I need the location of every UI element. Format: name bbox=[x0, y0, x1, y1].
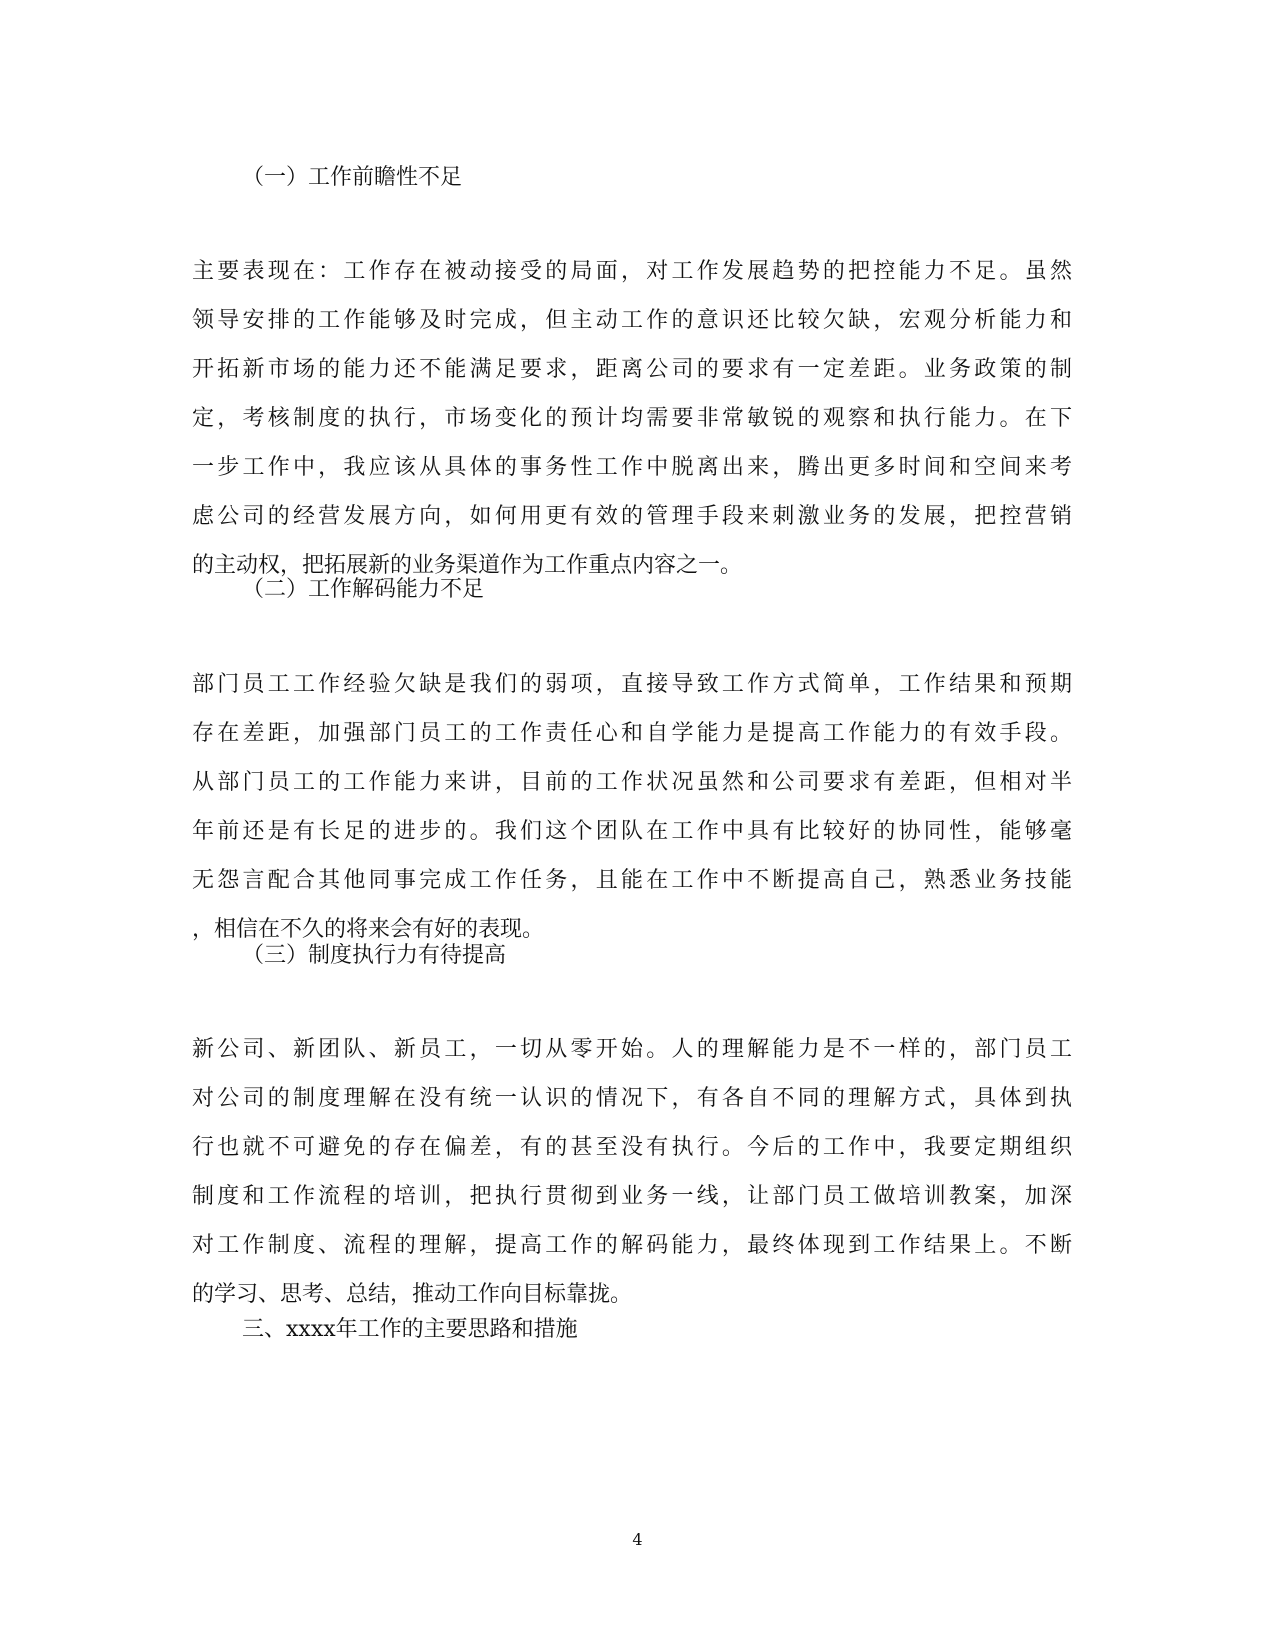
paragraph-line: 领导安排的工作能够及时完成，但主动工作的意识还比较欠缺，宏观分析能力和 bbox=[192, 308, 1072, 333]
section-heading-1: （一）工作前瞻性不足 bbox=[242, 165, 463, 190]
paragraph-line: 一步工作中，我应该从具体的事务性工作中脱离出来，腾出更多时间和空间来考 bbox=[192, 455, 1072, 480]
paragraph-line: 制度和工作流程的培训，把执行贯彻到业务一线，让部门员工做培训教案，加深 bbox=[192, 1184, 1072, 1209]
paragraph-line: ，相信在不久的将来会有好的表现。 bbox=[192, 917, 545, 942]
paragraph-line: 的学习、思考、总结，推动工作向目标靠拢。 bbox=[192, 1282, 633, 1307]
page-number: 4 bbox=[632, 1530, 643, 1549]
section-paragraph-3 bbox=[192, 1025, 1072, 1319]
paragraph-line: 行也就不可避免的存在偏差，有的甚至没有执行。今后的工作中，我要定期组织 bbox=[192, 1135, 1072, 1160]
section-paragraph-1 bbox=[192, 247, 1072, 590]
section-heading-2: （二）工作解码能力不足 bbox=[242, 577, 485, 602]
final-heading: 三、xxxx年工作的主要思路和措施 bbox=[242, 1317, 578, 1342]
paragraph-line: 定，考核制度的执行，市场变化的预计均需要非常敏锐的观察和执行能力。在下 bbox=[192, 406, 1072, 431]
section-paragraph-2 bbox=[192, 660, 1072, 954]
paragraph-line: 部门员工工作经验欠缺是我们的弱项，直接导致工作方式简单，工作结果和预期 bbox=[192, 672, 1072, 697]
section-heading-3: （三）制度执行力有待提高 bbox=[242, 943, 507, 968]
paragraph-line: 新公司、新团队、新员工，一切从零开始。人的理解能力是不一样的，部门员工 bbox=[192, 1037, 1072, 1062]
paragraph-line: 主要表现在：工作存在被动接受的局面，对工作发展趋势的把控能力不足。虽然 bbox=[192, 259, 1072, 284]
paragraph-line: 无怨言配合其他同事完成工作任务，且能在工作中不断提高自己，熟悉业务技能 bbox=[192, 868, 1072, 893]
paragraph-line: 的主动权，把拓展新的业务渠道作为工作重点内容之一。 bbox=[192, 553, 743, 578]
paragraph-line: 对工作制度、流程的理解，提高工作的解码能力，最终体现到工作结果上。不断 bbox=[192, 1233, 1072, 1258]
paragraph-line: 虑公司的经营发展方向，如何用更有效的管理手段来刺激业务的发展，把控营销 bbox=[192, 504, 1072, 529]
paragraph-line: 从部门员工的工作能力来讲，目前的工作状况虽然和公司要求有差距，但相对半 bbox=[192, 770, 1072, 795]
paragraph-line: 对公司的制度理解在没有统一认识的情况下，有各自不同的理解方式，具体到执 bbox=[192, 1086, 1072, 1111]
paragraph-line: 存在差距，加强部门员工的工作责任心和自学能力是提高工作能力的有效手段。 bbox=[192, 721, 1072, 746]
paragraph-line: 年前还是有长足的进步的。我们这个团队在工作中具有比较好的协同性，能够毫 bbox=[192, 819, 1072, 844]
paragraph-line: 开拓新市场的能力还不能满足要求，距离公司的要求有一定差距。业务政策的制 bbox=[192, 357, 1072, 382]
